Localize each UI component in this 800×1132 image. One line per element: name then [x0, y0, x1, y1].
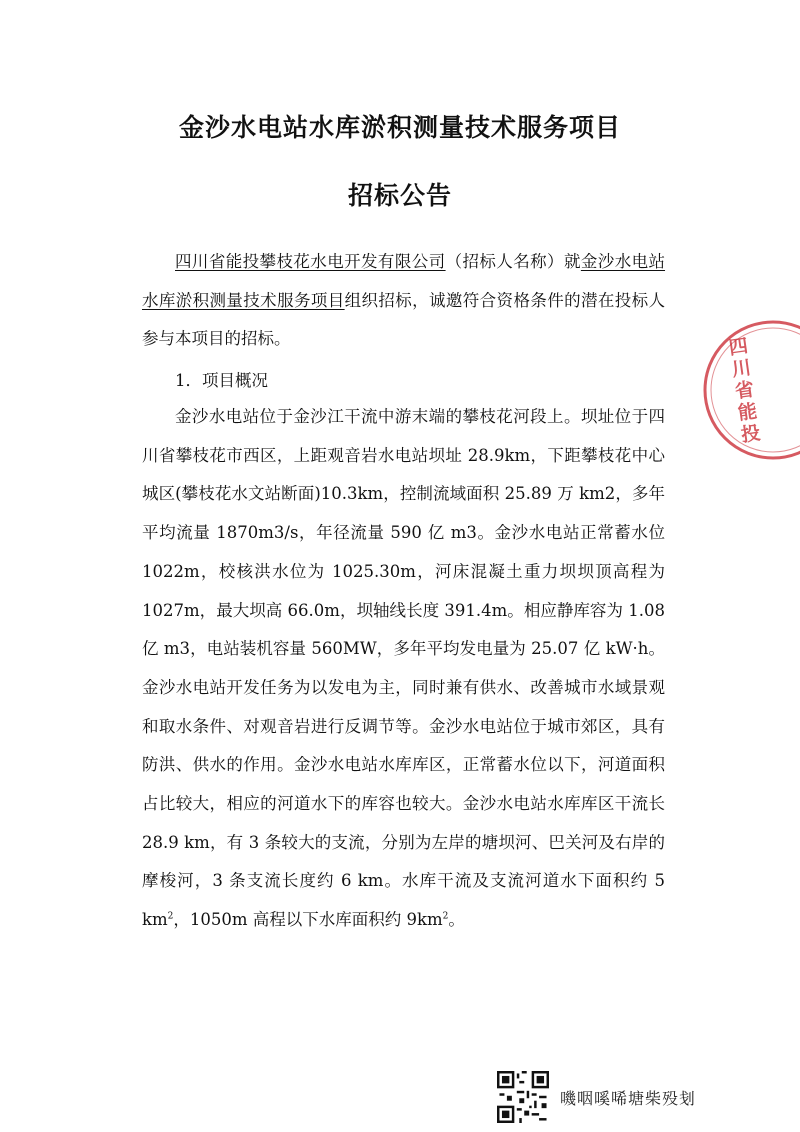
overview-text-end: 。 [448, 910, 465, 930]
superscript-2: 2 [442, 911, 449, 922]
seal-text: 四川省能投 [727, 334, 762, 447]
document-title: 金沙水电站水库淤积测量技术服务项目 [178, 113, 621, 142]
intro-paragraph [142, 243, 665, 359]
project-name: 金沙水电站水库淤积测量技术服务项目 [142, 252, 666, 310]
intro-rest: 组织招标，诚邀符合资格条件的潜在投标人参与本项目的招标。 [142, 290, 666, 349]
section-heading-project-overview: 1．项目概况 [175, 371, 268, 390]
tenderer-note: （招标人名称）就 [445, 252, 581, 271]
overview-text-part1: 金沙水电站位于金沙江干流中游末端的攀枝花河段上。坝址位于四川省攀枝花市西区，上距观音岩水电站坝址 28.9km，下距攀枝花中心城区(攀枝花水文站断面)10.3km，控制流域面积 25.89 万 km2，多年平均流量 1870m3/s，年径流量 590 亿 m3。金沙水电站正常蓄水位 1022m，校核洪水位为 1025.30m，河床混凝土重力坝坝顶高程为 1027m，最大坝高 66.0m，坝轴线长度 391.4m。相应静库容为 1.08 亿 m3，电站装机容量 560MW，多年平均发电量为 25.07 亿 kW·h。金沙水电站开发任务为以发电为主，同时兼有供水、改善城市水域景观和取水条件、对观音岩进行反调节等。金沙水电站位于城市郊区，具有防洪、供水的作用。金沙水电站水库库区，正常蓄水位以下，河道面积占比较大，相应的河道水下的库容也较大。金沙水电站水库库区干流长 28.9 km，有 3 条较大的支流，分别为左岸的塘坝河、巴关河及右岸的摩梭河，3 条支流长度约 6 km。水库干流及支流河道水下面积约 5 km [142, 407, 665, 930]
document-subtitle: 招标公告 [347, 181, 452, 210]
overview-text-part2: ，1050m 高程以下水库面积约 9km [173, 910, 443, 930]
qr-code-icon [497, 1071, 549, 1123]
project-overview-paragraph [142, 398, 665, 940]
tenderer-name: 四川省能投攀枝花水电开发有限公司 [175, 252, 446, 271]
footer-code-text: 嘰咽嗘唏塘柴殁刬 [560, 1089, 697, 1108]
superscript-2: 2 [167, 911, 174, 922]
